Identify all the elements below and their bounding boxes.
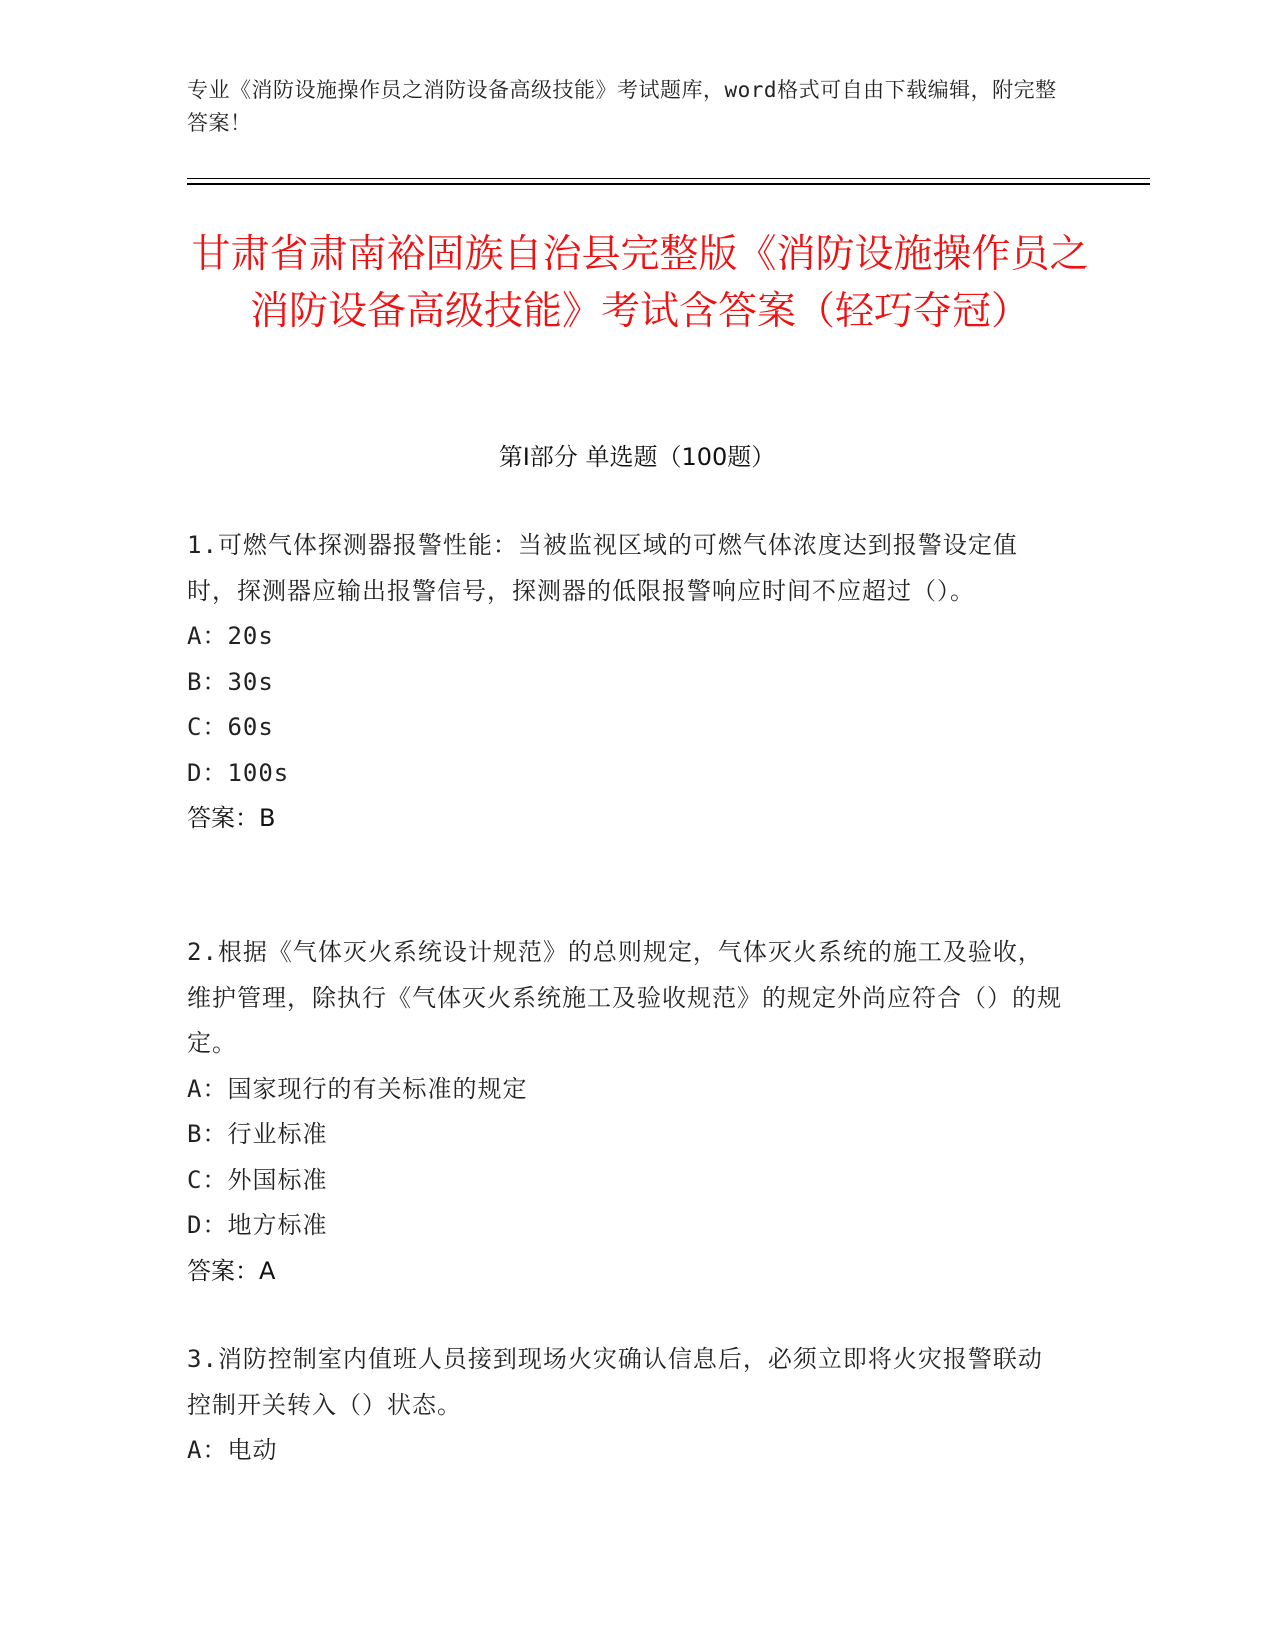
option-b: B：30s xyxy=(187,667,274,696)
option-d: D：100s xyxy=(187,758,290,787)
option-a: A：电动 xyxy=(187,1436,278,1464)
question-1 xyxy=(187,523,1067,842)
document-title: 甘肃省肃南裕固族自治县完整版《消防设施操作员之消防设备高级技能》考试含答案（轻巧夺冠） xyxy=(191,232,1089,334)
answer: 答案：A xyxy=(187,1256,276,1285)
section-heading: 第Ⅰ部分 单选题（100题） xyxy=(498,443,776,471)
question-stem: 3.消防控制室内值班人员接到现场火灾确认信息后，必须立即将火灾报警联动控制开关转入（）状态。 xyxy=(187,1345,1043,1419)
question-stem: 1.可燃气体探测器报警性能：当被监视区域的可燃气体浓度达到报警设定值时，探测器应输出报警信号，探测器的低限报警响应时间不应超过（）。 xyxy=(187,531,1018,605)
question-3 xyxy=(187,1337,1067,1474)
answer: 答案：B xyxy=(187,804,276,832)
option-c: C：60s xyxy=(187,713,274,741)
header-divider-thin xyxy=(187,178,1150,179)
question-2 xyxy=(187,930,1067,1294)
option-d: D：地方标准 xyxy=(187,1211,328,1239)
header-divider-thick xyxy=(187,183,1150,185)
option-a: A：20s xyxy=(187,622,274,650)
question-stem: 2.根据《气体灭火系统设计规范》的总则规定，气体灭火系统的施工及验收，维护管理，除执行《气体灭火系统施工及验收规范》的规定外尚应符合（）的规定。 xyxy=(187,938,1062,1057)
header-note: 专业《消防设施操作员之消防设备高级技能》考试题库，word格式可自由下载编辑，附完整答案！ xyxy=(187,78,1057,135)
option-c: C：外国标准 xyxy=(187,1165,328,1194)
option-a: A：国家现行的有关标准的规定 xyxy=(187,1074,528,1103)
option-b: B：行业标准 xyxy=(187,1120,328,1148)
